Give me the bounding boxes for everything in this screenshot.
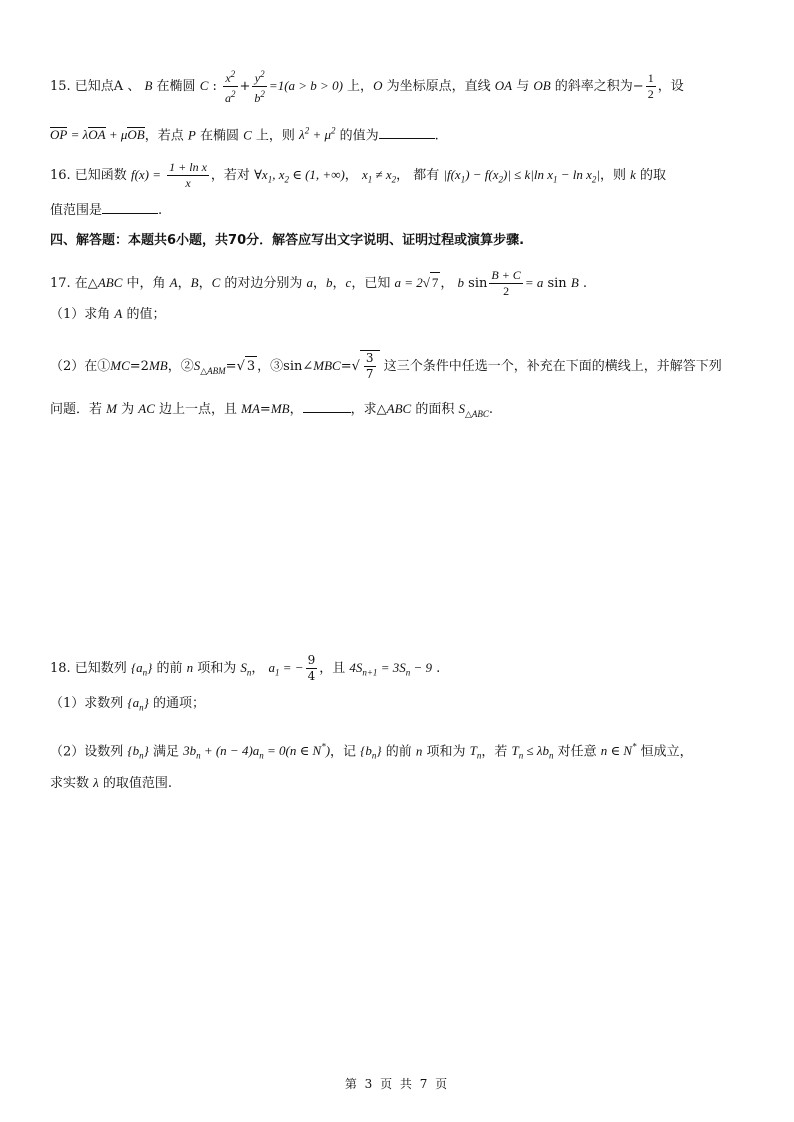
q18-line1: 18. 已知数列 $\{a_n\}$ 的前 n 项和为 $S_n$， $a_1$ = − $\frac{9}{4}$ ，且 $4S_{n+1} = 3S_n - 9$ . (50, 653, 441, 683)
q16-line2: 值范围是 . (50, 199, 754, 221)
q17-part2-cont: 问题．若 M 为 AC 边上一点，且 MA=MB， ，求△ABC 的面积 $S_{\triangle ABC}$. (50, 398, 754, 425)
q17-part1: （1）求角 A 的值； (50, 306, 166, 322)
page-footer: 第 3 页 共 7 页 (344, 1077, 450, 1091)
q15-line2: OP = λOA + μOB，若点 P 在椭圆 C 上，则 $\lambda^2 + \mu^2$ 的值为 . (50, 126, 439, 144)
q18-part1: （1）求数列 $\{a_n\}$ 的通项； (50, 695, 205, 713)
q16-line1: 16. 已知函数 f(x) = $\frac{\text{1 + ln x}}{x}$ ，若对 $\forall x_1$, $x_2$ ∈ (1, +∞)， $x_1 \ne x_2$， 都有 $|f(x_1) - f(x_2)| \le k|\ln$ $x_1 - \ln x_2|$，则 k 的取 (50, 160, 667, 190)
q18-part2-cont: 求实数 λ 的取值范围. (50, 775, 173, 791)
q17-part2: （2）在①MC=2MB，$②S_{\triangle ABM}=√$ 3 ，③sin∠MBC=√ $\frac{3}{7}$ 这三个条件中任选一个，补充在下面的横线上，并解答下列 (50, 351, 722, 381)
section-heading: 四、解答题：本题共6小题，共70分．解答应写出文字说明、证明过程或演算步骤. (50, 233, 525, 248)
q18-part2: （2）设数列 $\{b_n\}$ 满足 $3b_n + (n - 4)a_n = 0(n$ ∈ N*)，记 $\{b_n\}$ 的前 n 项和为 $T_n$，若 $T_n \le \lambda b_n$ 对任意 n ∈ N* 恒成立， (50, 742, 693, 761)
q15-line1: 15. 已知点A 、 B 在椭圆 C : $\frac{x^2}{a^2}$ + $\frac{y^2}{b^2}$ =1(a > b > 0) 上，O 为坐标原点，直线 OA 与 OB 的斜率之积为− $\frac{1}{2}$ ，设 (50, 69, 684, 105)
q17-line1: 17. 在△ABC 中，角 A，B，C 的对边分别为 a，b，c，已知 a = 2√ 7 ， b sin $\frac{B + C}{2}$ = a sin B . (50, 268, 588, 298)
